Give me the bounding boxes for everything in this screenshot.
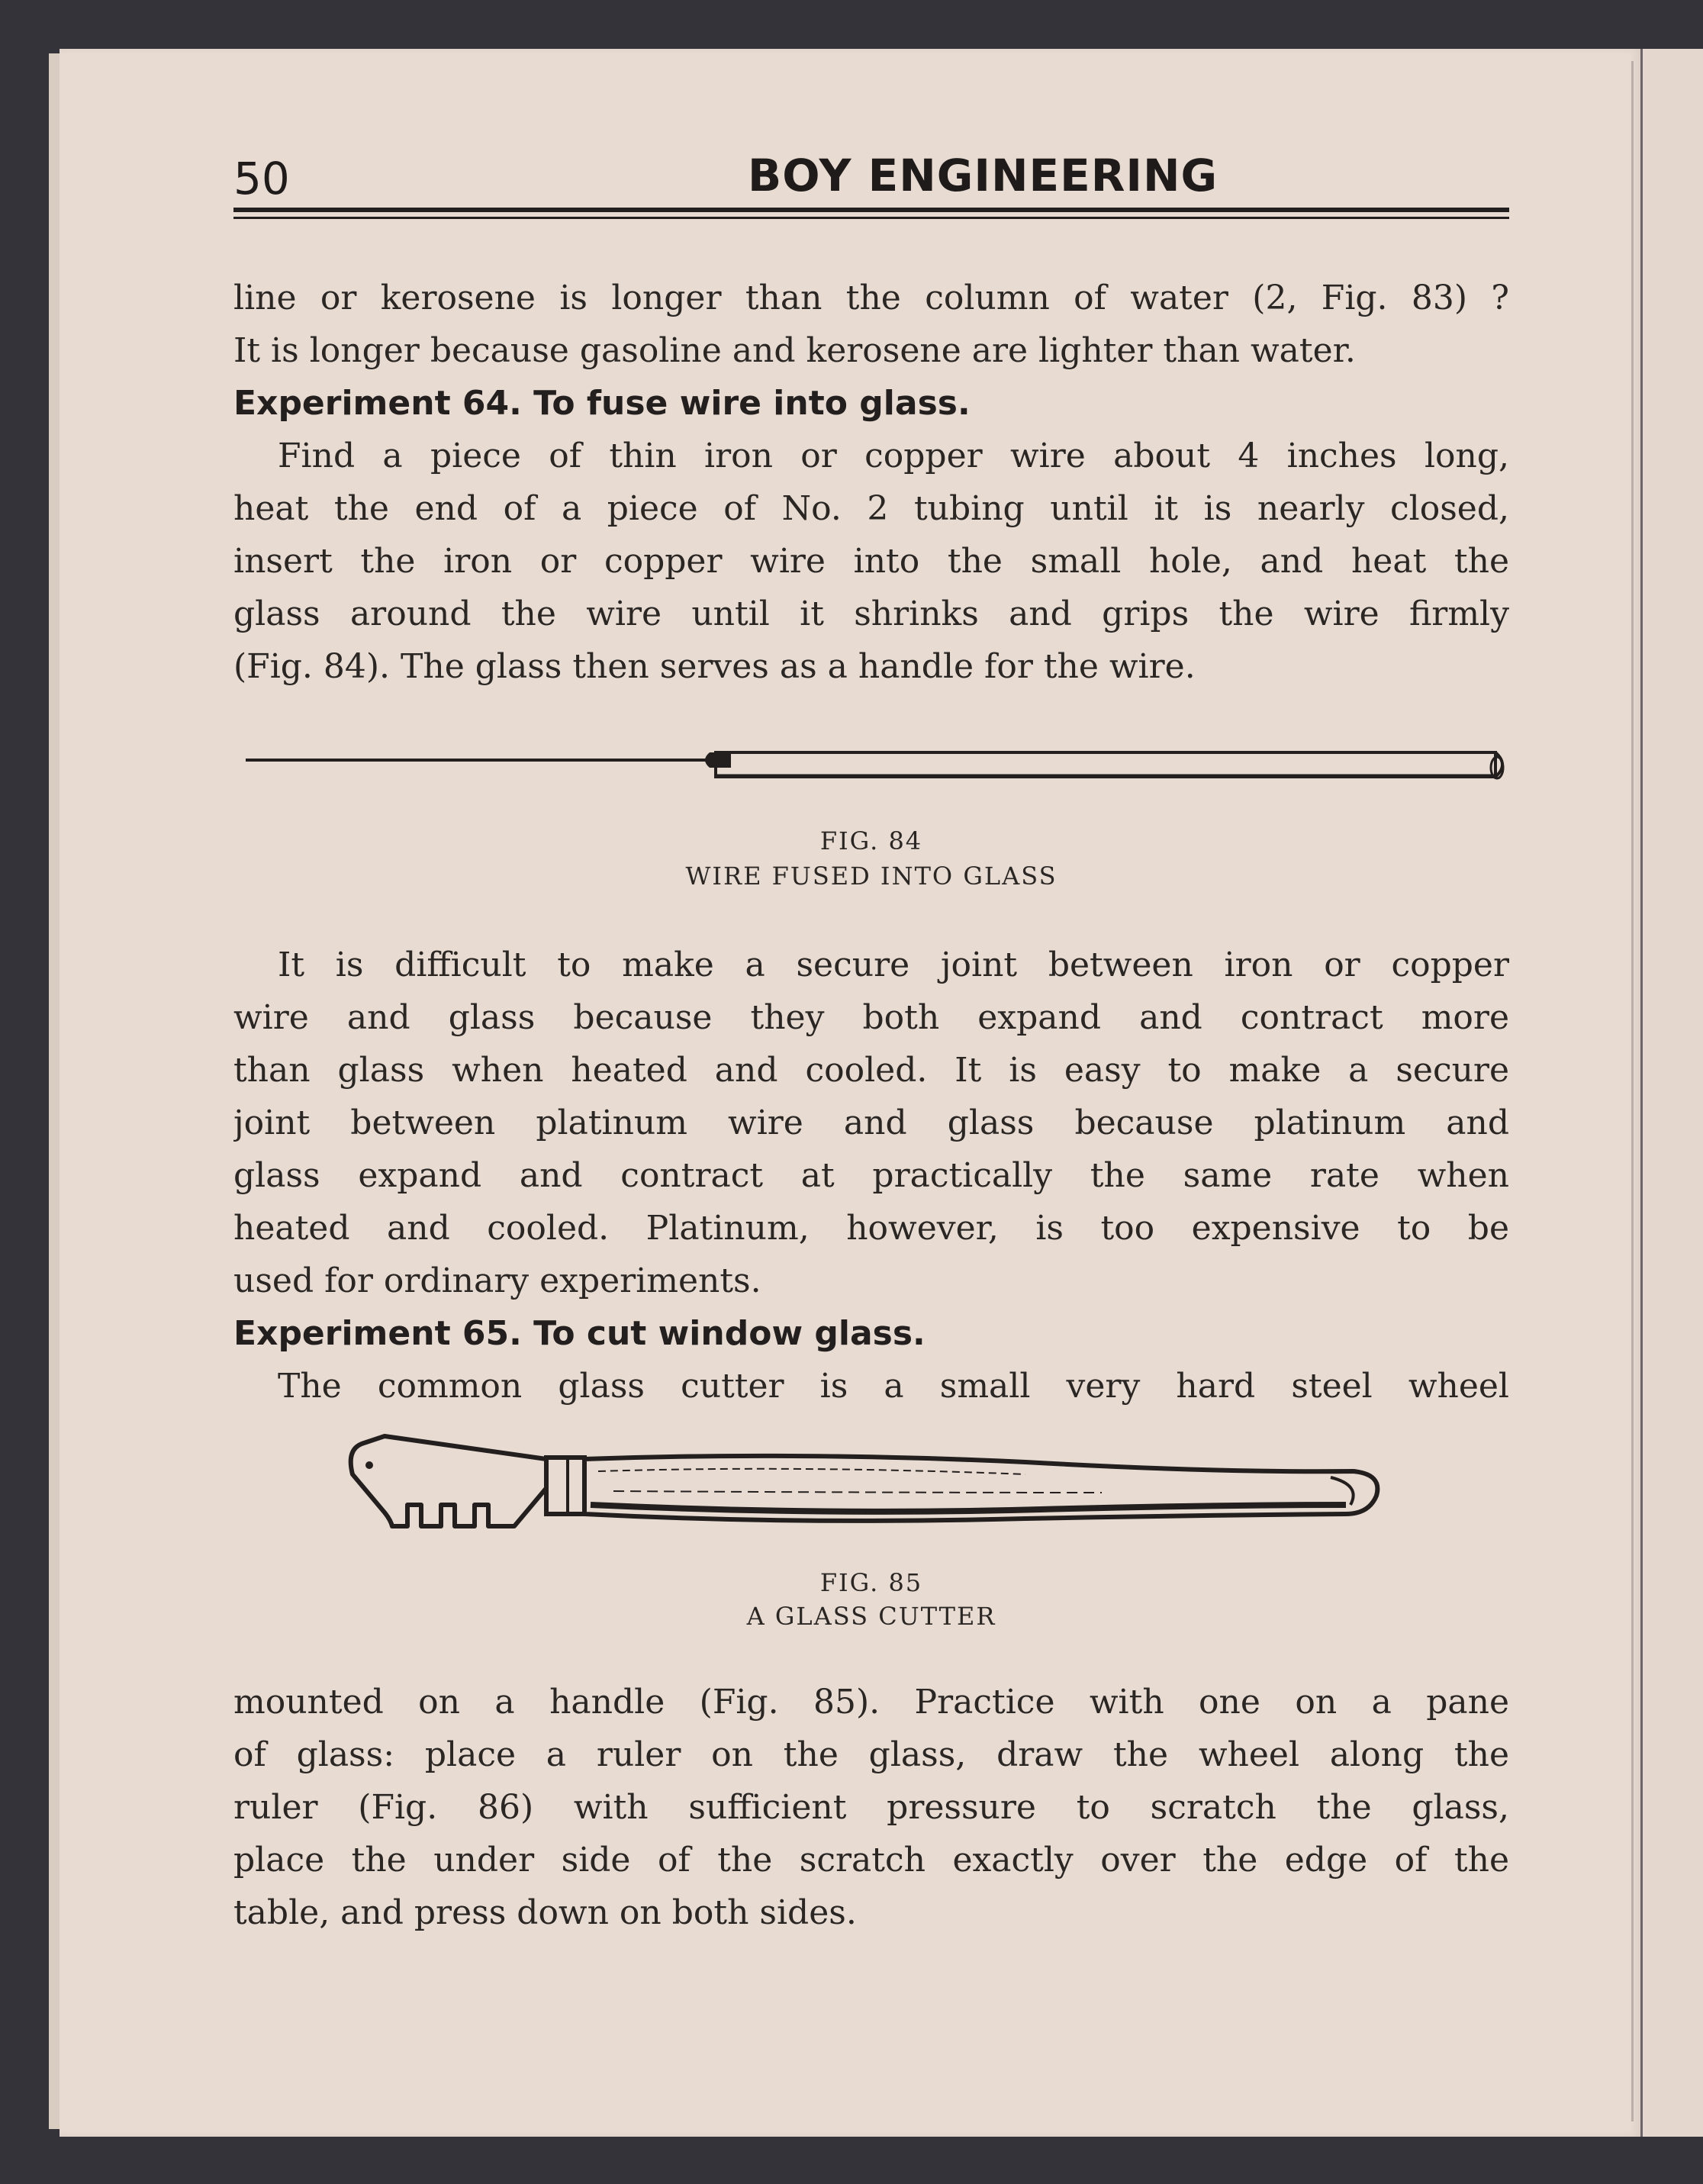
body-text-bottom [233, 1676, 1509, 1939]
body-text-top [233, 272, 1509, 693]
text-line: The common glass cutter is a small very hard steel wheel [278, 1367, 1509, 1406]
wire-fused-glass-illustration [243, 742, 1509, 791]
text-line: Find a piece of thin iron or copper wire about 4 inches long, [278, 436, 1509, 475]
text-line: joint between platinum wire and glass because platinum and [233, 1103, 1509, 1142]
header-rule-thin [233, 217, 1509, 219]
text-line: It is difficult to make a secure joint between iron or copper [278, 945, 1509, 984]
text-line: insert the iron or copper wire into the small hole, and heat the [233, 542, 1509, 581]
spine-line [1631, 61, 1634, 2121]
text-line: glass around the wire until it shrinks and grips the wire firmly [233, 594, 1509, 633]
glass-cutter-illustration [339, 1429, 1383, 1549]
text-line: (Fig. 84). The glass then serves as a handle for the wire. [233, 647, 1196, 686]
next-page-edge [1640, 49, 1703, 2137]
text-line: line or kerosene is longer than the column of water (2, Fig. 83) ? [233, 279, 1509, 317]
text-line: place the under side of the scratch exactly over the edge of the [233, 1841, 1509, 1880]
fig-84-caption: WIRE FUSED INTO GLASS [685, 862, 1058, 891]
running-title: BOY ENGINEERING [748, 150, 1218, 201]
text-line: ruler (Fig. 86) with sufficient pressure to scratch the glass, [233, 1788, 1509, 1827]
text-line: of glass: place a ruler on the glass, draw the wheel along the [233, 1735, 1509, 1774]
fig-85-label: FIG. 85 [819, 1568, 923, 1597]
text-line: table, and press down on both sides. [233, 1893, 857, 1932]
fig-85-caption: A GLASS CUTTER [746, 1602, 996, 1631]
body-text-middle [233, 939, 1509, 1413]
text-line: heat the end of a piece of No. 2 tubing until it is nearly closed, [233, 489, 1509, 528]
experiment-65-heading: Experiment 65. To cut window glass. [233, 1314, 926, 1353]
experiment-64-heading: Experiment 64. To fuse wire into glass. [233, 384, 971, 423]
text-line: It is longer because gasoline and kerosene are lighter than water. [233, 331, 1356, 370]
text-line: heated and cooled. Platinum, however, is too expensive to be [233, 1209, 1509, 1248]
page-edge [49, 53, 60, 2129]
text-line: glass expand and contract at practically the same rate when [233, 1156, 1509, 1195]
fig-84-label: FIG. 84 [819, 826, 923, 855]
text-line: wire and glass because they both expand and contract more [233, 998, 1509, 1037]
text-line: mounted on a handle (Fig. 85). Practice with one on a pane [233, 1683, 1509, 1722]
header-rule-thick [233, 208, 1509, 212]
text-line: than glass when heated and cooled. It is easy to make a secure [233, 1051, 1509, 1090]
page-number: 50 [233, 153, 290, 205]
text-line: used for ordinary experiments. [233, 1261, 761, 1300]
